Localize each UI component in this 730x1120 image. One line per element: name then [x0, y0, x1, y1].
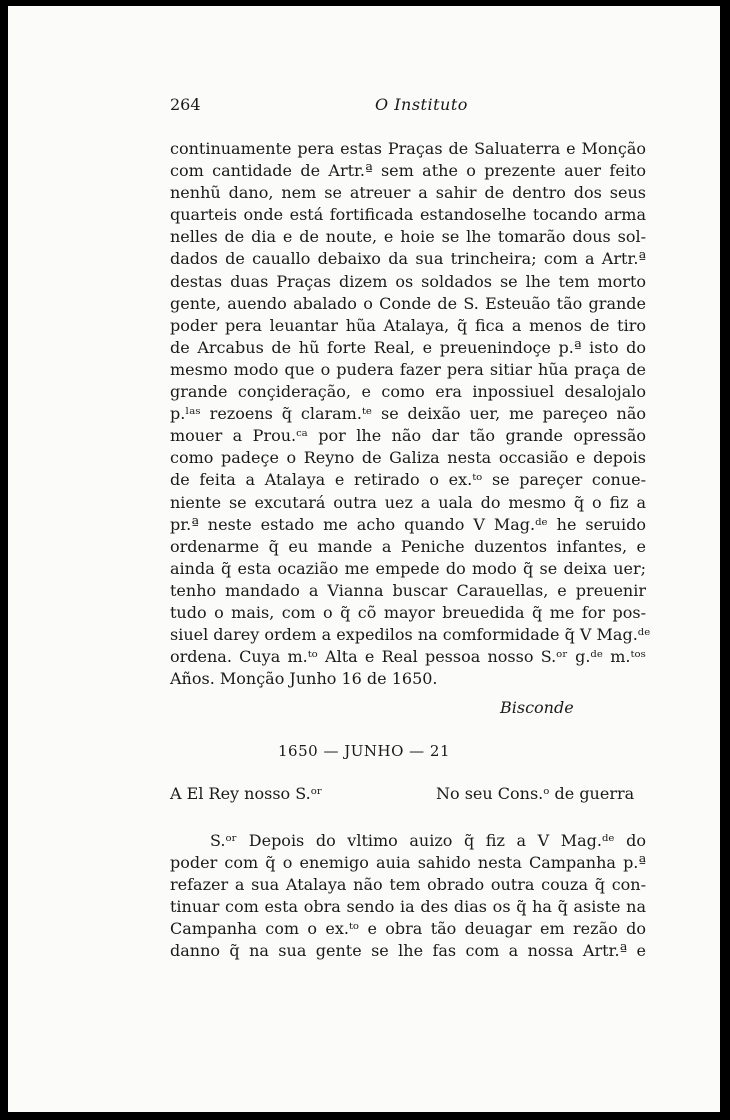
section-date-heading: 1650 — JUNHO — 21 [278, 742, 450, 760]
text-line: como padeçe o Reyno de Galiza nesta occasião e depois [170, 448, 646, 468]
text-line: poder com q̃ o enemigo auia sahido nesta Campanha p.ª [170, 853, 646, 873]
text-line: dados de cauallo debaixo da sua trincheira; com a Artr.ª [170, 249, 646, 269]
letter-2-body [170, 830, 646, 963]
text-line: poder pera leuantar hũa Atalaya, q̃ fica a menos de tiro [170, 315, 646, 335]
text-line: mouer a Prou.ᶜᵃ por lhe não dar tão grande opressão [170, 426, 646, 446]
text-line: mesmo modo que o pudera fazer pera sitiar hũa praça de [170, 359, 646, 379]
text-line: tinuar com esta obra sendo ia des dias os q̃ ha q̃ asiste na [170, 897, 646, 917]
page-header [170, 95, 646, 117]
text-line: nenhũ dano, nem se atreuer a sahir de dentro dos seus [170, 183, 646, 203]
council-note: No seu Cons.ᵒ de guerra [436, 784, 635, 803]
text-line: p.ˡᵃˢ rezoens q̃ claram.ᵗᵉ se deixão uer, me pareçeo não [170, 404, 646, 424]
text-line: ordenarme q̃ eu mande a Peniche duzentos infantes, e [170, 536, 646, 556]
letter-1-body [170, 138, 651, 690]
text-line: ordena. Cuya m.ᵗᵒ Alta e Real pessoa nosso S.ᵒʳ g.ᵈᵉ m.ᵗᵒˢ [170, 647, 646, 667]
text-line: grande conçideração, e como era inpossiuel desalojalo [170, 382, 646, 402]
text-line: com cantidade de Artr.ª sem athe o prezente auer feito [170, 161, 646, 181]
addressee: A El Rey nosso S.ᵒʳ [170, 784, 323, 803]
text-line: Campanha com o ex.ᵗᵒ e obra tão deuagar em rezão do [170, 919, 646, 939]
text-line: niente se excutará outra uez a uala do mesmo q̃ o fiz a [170, 492, 646, 512]
text-line: Años. Monção Junho 16 de 1650. [170, 669, 438, 689]
text-line: quarteis onde está fortificada estandoselhe tocando arma [170, 205, 646, 225]
text-line: danno q̃ na sua gente se lhe fas com a nossa Artr.ª e [170, 941, 646, 961]
text-line: S.ᵒʳ Depois do vltimo auizo q̃ fiz a V Mag.ᵈᵉ do [210, 831, 646, 850]
book-page [8, 6, 720, 1112]
text-line: destas duas Praças dizem os soldados se lhe tem morto [170, 271, 646, 291]
signature: Bisconde [500, 698, 574, 717]
text-line: refazer a sua Atalaya não tem obrado outra couza q̃ con- [170, 875, 646, 895]
text-line: continuamente pera estas Praças de Saluaterra e Monção [170, 139, 646, 158]
text-line: de feita a Atalaya e retirado o ex.ᵗᵒ se pareçer conue- [170, 470, 646, 490]
text-line: pr.ª neste estado me acho quando V Mag.ᵈᵉ he seruido [170, 514, 646, 534]
text-line: gente, auendo abalado o Conde de S. Esteuão tão grande [170, 293, 646, 313]
text-line: tenho mandado a Vianna buscar Carauellas, e preuenir [170, 580, 646, 600]
text-line: nelles de dia e de noute, e hoie se lhe tomarão dous sol- [170, 227, 646, 247]
text-line: siuel darey ordem a expedilos na comformidade q̃ V Mag.ᵈᵉ [170, 625, 651, 645]
running-title: O Instituto [375, 95, 468, 114]
page-number: 264 [170, 95, 201, 114]
text-line: de Arcabus de hũ forte Real, e preuenindoçe p.ª isto do [170, 337, 646, 357]
text-line: ainda q̃ esta ocazião me empede do modo q̃ se deixa uer; [170, 558, 646, 578]
text-line: tudo o mais, com o q̃ cõ mayor breuedida q̃ me for pos- [170, 602, 646, 622]
